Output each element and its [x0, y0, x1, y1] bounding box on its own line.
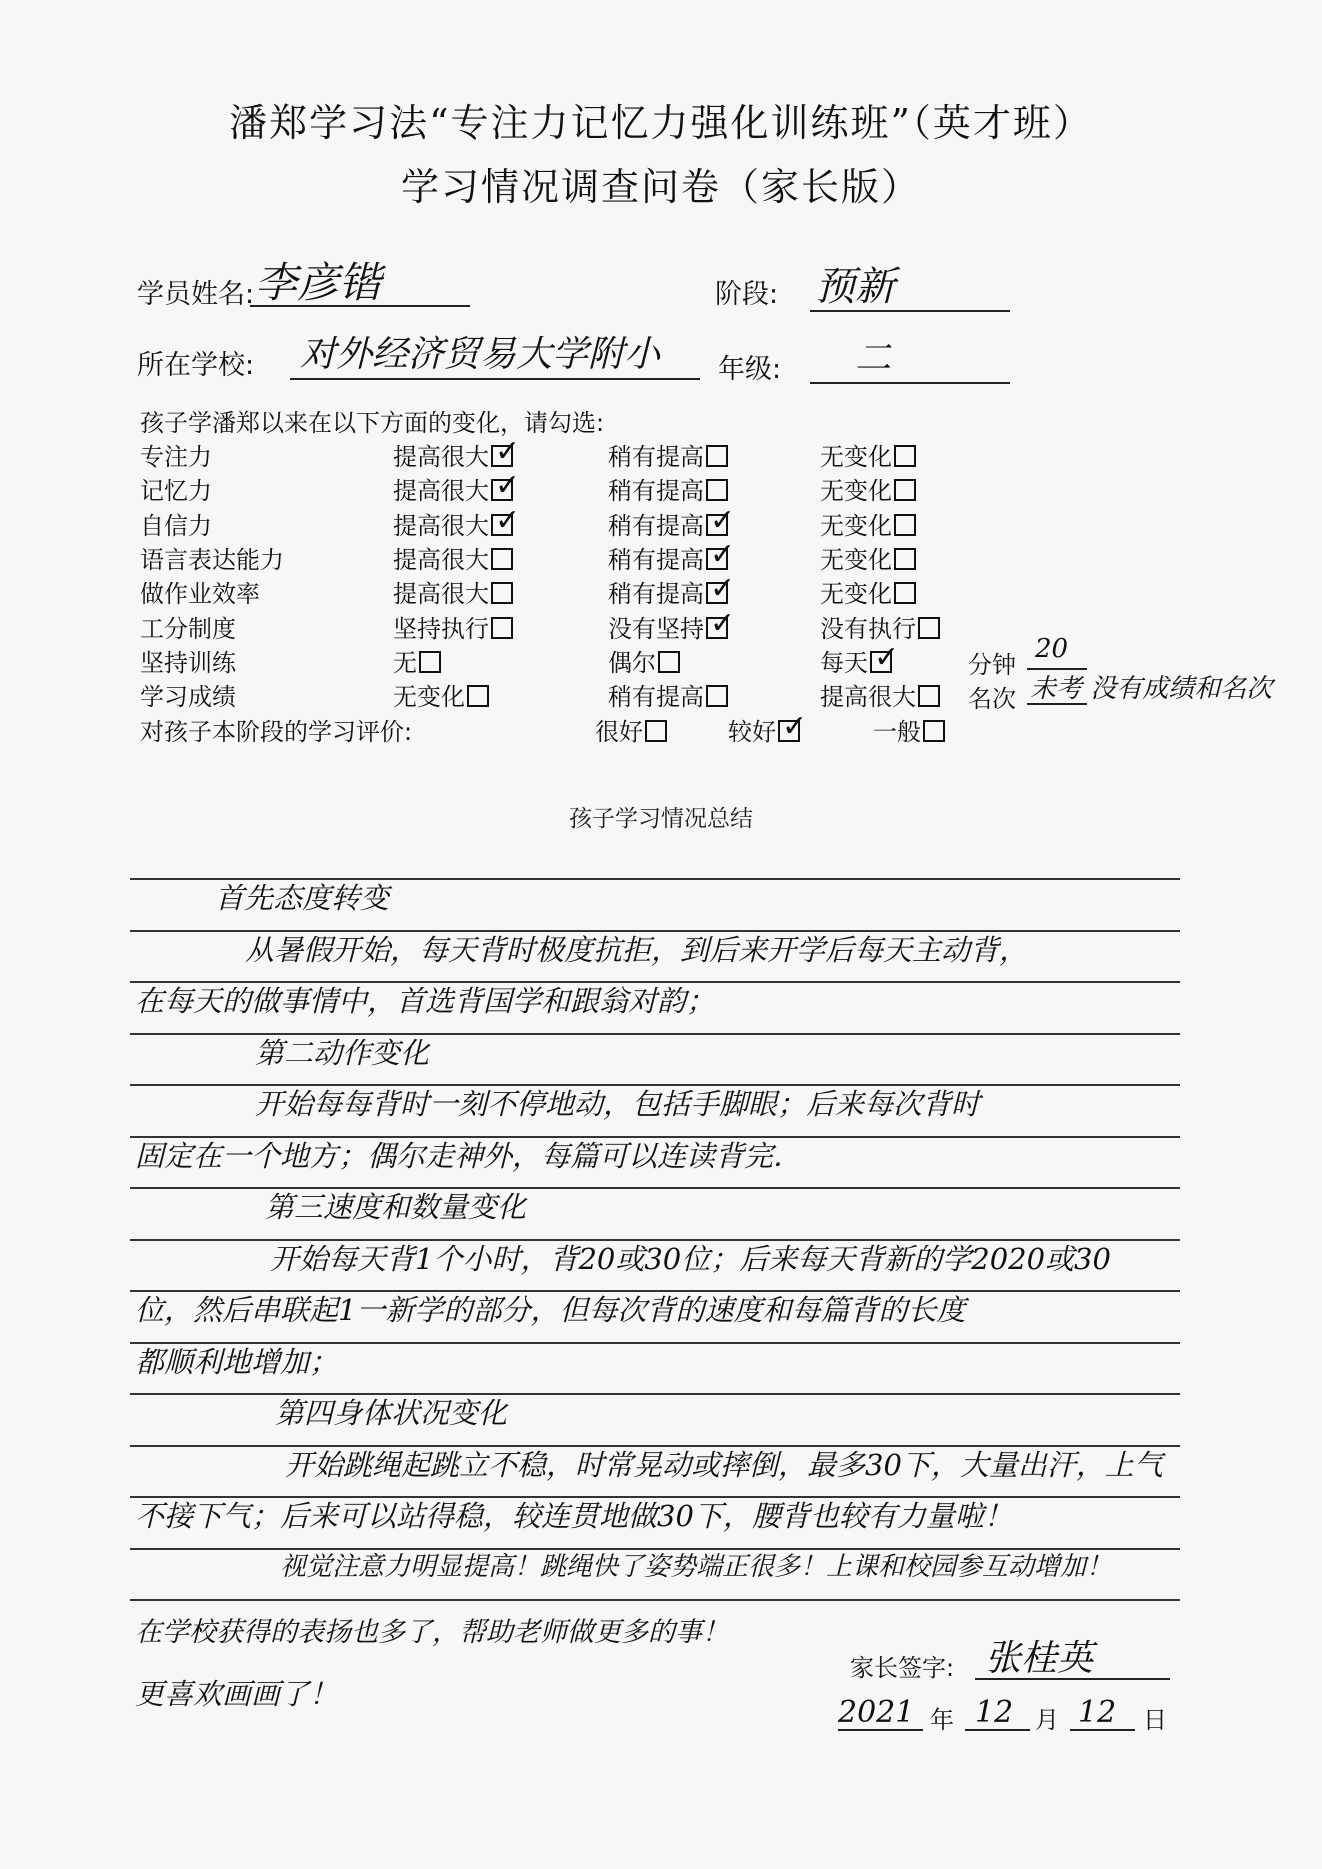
- student-name-value: 李彦锴: [255, 258, 382, 307]
- checkbox[interactable]: [778, 709, 808, 744]
- summary-line: 首先态度转变: [215, 881, 390, 915]
- grade-value: 二: [855, 338, 892, 379]
- survey-option: [820, 506, 916, 541]
- survey-option-label: 提高很大: [393, 546, 489, 574]
- summary-line: 第三速度和数量变化: [265, 1190, 527, 1224]
- ruled-line: [130, 1599, 1180, 1601]
- eval-option: [595, 712, 667, 747]
- survey-option: [820, 574, 916, 609]
- checkbox[interactable]: [706, 503, 736, 538]
- rank-value: 未考 没有成绩和名次: [1030, 674, 1273, 704]
- date-day: 12: [1078, 1695, 1117, 1730]
- checkbox[interactable]: [894, 582, 916, 604]
- signature-underline: [975, 1678, 1170, 1680]
- summary-line: 开始每每背时一刻不停地动，包括手脚眼；后来每次背时: [255, 1087, 981, 1121]
- checkbox[interactable]: [706, 571, 736, 606]
- survey-option: [608, 471, 728, 506]
- survey-option: [820, 609, 940, 644]
- survey-option: [608, 437, 728, 472]
- rank-label: 名次: [968, 685, 1016, 713]
- check-mark-icon: ✓: [782, 709, 808, 744]
- summary-line: 第四身体状况变化: [275, 1396, 508, 1430]
- check-mark-icon: ✓: [495, 434, 521, 469]
- survey-row-label: 记忆力: [140, 477, 212, 505]
- survey-option-label: 稍有提高: [608, 443, 704, 471]
- date-year: 2021: [838, 1695, 915, 1730]
- summary-line: 第二动作变化: [255, 1036, 430, 1070]
- eval-option-label: 较好: [728, 718, 776, 746]
- checkbox[interactable]: [706, 537, 736, 572]
- signature-label: 家长签字:: [850, 1654, 955, 1682]
- survey-option-label: 无变化: [393, 683, 465, 711]
- title-line-2: 学习情况调查问卷（家长版）: [400, 165, 921, 209]
- summary-line: 在每天的做事情中，首选背国学和跟翁对韵；: [135, 984, 716, 1018]
- checkbox[interactable]: [894, 445, 916, 467]
- survey-row-label: 自信力: [140, 512, 212, 540]
- checkbox[interactable]: [658, 651, 680, 673]
- school-label: 所在学校:: [137, 350, 255, 381]
- rank-underline: [1027, 703, 1087, 705]
- survey-option: [820, 540, 916, 575]
- eval-option: [873, 712, 945, 747]
- survey-option: [608, 643, 680, 678]
- survey-row-label: 工分制度: [140, 615, 236, 643]
- survey-row-label: 做作业效率: [140, 580, 260, 608]
- survey-option: [820, 677, 940, 712]
- checkbox[interactable]: [491, 582, 513, 604]
- summary-line: 不接下气；后来可以站得稳，较连贯地做30下，腰背也较有力量啦！: [135, 1499, 1013, 1533]
- grade-label: 年级:: [718, 354, 782, 385]
- survey-option-label: 无变化: [820, 477, 892, 505]
- survey-option: [608, 571, 736, 609]
- survey-option-label: 稍有提高: [608, 683, 704, 711]
- survey-option-label: 无变化: [820, 443, 892, 471]
- survey-option-label: 无变化: [820, 512, 892, 540]
- survey-option: [820, 471, 916, 506]
- survey-option: [393, 540, 513, 575]
- summary-line: 都顺利地增加；: [135, 1345, 339, 1379]
- grade-underline: [810, 382, 1010, 384]
- student-name-label: 学员姓名:: [137, 279, 255, 310]
- survey-row-label: 学习成绩: [140, 683, 236, 711]
- checkbox[interactable]: [491, 548, 513, 570]
- checkbox[interactable]: [870, 640, 900, 675]
- minutes-label: 分钟: [968, 651, 1016, 679]
- survey-option-label: 没有坚持: [608, 615, 704, 643]
- survey-option: [608, 677, 728, 712]
- survey-option-label: 稍有提高: [608, 512, 704, 540]
- date-year-unit: 年: [930, 1706, 954, 1734]
- stage-value: 预新: [815, 264, 895, 310]
- student-name-underline: [250, 305, 470, 307]
- survey-row-label: 语言表达能力: [140, 546, 284, 574]
- survey-option: [608, 503, 736, 541]
- summary-heading: 孩子学习情况总结: [569, 806, 753, 832]
- survey-option-label: 稍有提高: [608, 477, 704, 505]
- survey-option-label: 稍有提高: [608, 580, 704, 608]
- checkbox[interactable]: [894, 514, 916, 536]
- eval-label: 对孩子本阶段的学习评价:: [140, 718, 413, 746]
- check-mark-icon: ✓: [710, 537, 736, 572]
- survey-option-label: 提高很大: [393, 443, 489, 471]
- survey-option-label: 提高很大: [820, 683, 916, 711]
- survey-option-label: 偶尔: [608, 649, 656, 677]
- survey-option: [393, 503, 521, 541]
- summary-line: 开始每天背1个小时，背20或30位；后来每天背新的学2020或30: [270, 1242, 1111, 1276]
- survey-option-label: 每天: [820, 649, 868, 677]
- survey-option-label: 稍有提高: [608, 546, 704, 574]
- eval-option-label: 一般: [873, 718, 921, 746]
- school-underline: [290, 378, 700, 380]
- checkbox[interactable]: [467, 685, 489, 707]
- survey-option: [393, 434, 521, 472]
- minutes-value: 20: [1035, 634, 1069, 664]
- checkbox[interactable]: [923, 720, 945, 742]
- signature-value: 张桂英: [985, 1638, 1094, 1679]
- checkbox[interactable]: [419, 651, 441, 673]
- survey-option: [393, 677, 489, 712]
- checkbox[interactable]: [706, 445, 728, 467]
- date-year-underline: [838, 1729, 923, 1731]
- checkbox[interactable]: [491, 468, 521, 503]
- checkbox[interactable]: [491, 434, 521, 469]
- checkbox[interactable]: [706, 685, 728, 707]
- checkbox[interactable]: [645, 720, 667, 742]
- summary-line: 在学校获得的表扬也多了，帮助老师做更多的事！: [135, 1617, 729, 1648]
- checkbox[interactable]: [491, 617, 513, 639]
- date-month-underline: [965, 1729, 1030, 1731]
- date-month: 12: [975, 1695, 1014, 1730]
- survey-option-label: 提高很大: [393, 512, 489, 540]
- eval-option-label: 很好: [595, 718, 643, 746]
- summary-line: 更喜欢画画了！: [135, 1677, 339, 1711]
- survey-option-label: 无: [393, 649, 417, 677]
- school-value: 对外经济贸易大学附小: [300, 334, 661, 375]
- survey-intro: 孩子学潘郑以来在以下方面的变化，请勾选:: [140, 409, 605, 437]
- survey-option-label: 提高很大: [393, 580, 489, 608]
- check-mark-icon: ✓: [495, 503, 521, 538]
- survey-option: [608, 606, 736, 644]
- checkbox[interactable]: [706, 606, 736, 641]
- survey-option-label: 无变化: [820, 580, 892, 608]
- summary-line: 固定在一个地方；偶尔走神外，每篇可以连读背完．: [135, 1139, 803, 1173]
- survey-option: [393, 574, 513, 609]
- title-line-1: 潘郑学习法“专注力记忆力强化训练班”（英才班）: [229, 101, 1093, 145]
- checkbox[interactable]: [491, 503, 521, 538]
- checkbox[interactable]: [918, 617, 940, 639]
- survey-row-label: 专注力: [140, 443, 212, 471]
- date-day-unit: 日: [1143, 1706, 1167, 1734]
- summary-line: 从暑假开始，每天背时极度抗拒，到后来开学后每天主动背，: [245, 933, 1029, 967]
- survey-option: [393, 468, 521, 506]
- survey-option-label: 无变化: [820, 546, 892, 574]
- survey-option: [820, 640, 900, 678]
- survey-option-label: 坚持执行: [393, 615, 489, 643]
- checkbox[interactable]: [918, 685, 940, 707]
- checkbox[interactable]: [894, 548, 916, 570]
- check-mark-icon: ✓: [710, 606, 736, 641]
- survey-option-label: 提高很大: [393, 477, 489, 505]
- check-mark-icon: ✓: [710, 503, 736, 538]
- check-mark-icon: ✓: [495, 468, 521, 503]
- survey-option-label: 没有执行: [820, 615, 916, 643]
- summary-line: 视觉注意力明显提高！跳绳快了姿势端正很多！上课和校园参互动增加！: [280, 1552, 1113, 1582]
- summary-line: 位，然后串联起1一新学的部分，但每次背的速度和每篇背的长度: [135, 1293, 966, 1327]
- eval-option: [728, 709, 808, 747]
- checkbox[interactable]: [894, 479, 916, 501]
- survey-option: [820, 437, 916, 472]
- survey-option: [393, 609, 513, 644]
- survey-row-label: 坚持训练: [140, 649, 236, 677]
- survey-option: [393, 643, 441, 678]
- date-day-underline: [1070, 1729, 1135, 1731]
- survey-option: [608, 537, 736, 575]
- check-mark-icon: ✓: [874, 640, 900, 675]
- checkbox[interactable]: [706, 479, 728, 501]
- date-month-unit: 月: [1035, 1706, 1059, 1734]
- stage-label: 阶段:: [715, 279, 779, 310]
- summary-line: 开始跳绳起跳立不稳，时常晃动或摔倒，最多30下，大量出汗，上气: [285, 1448, 1163, 1482]
- check-mark-icon: ✓: [710, 571, 736, 606]
- stage-underline: [810, 310, 1010, 312]
